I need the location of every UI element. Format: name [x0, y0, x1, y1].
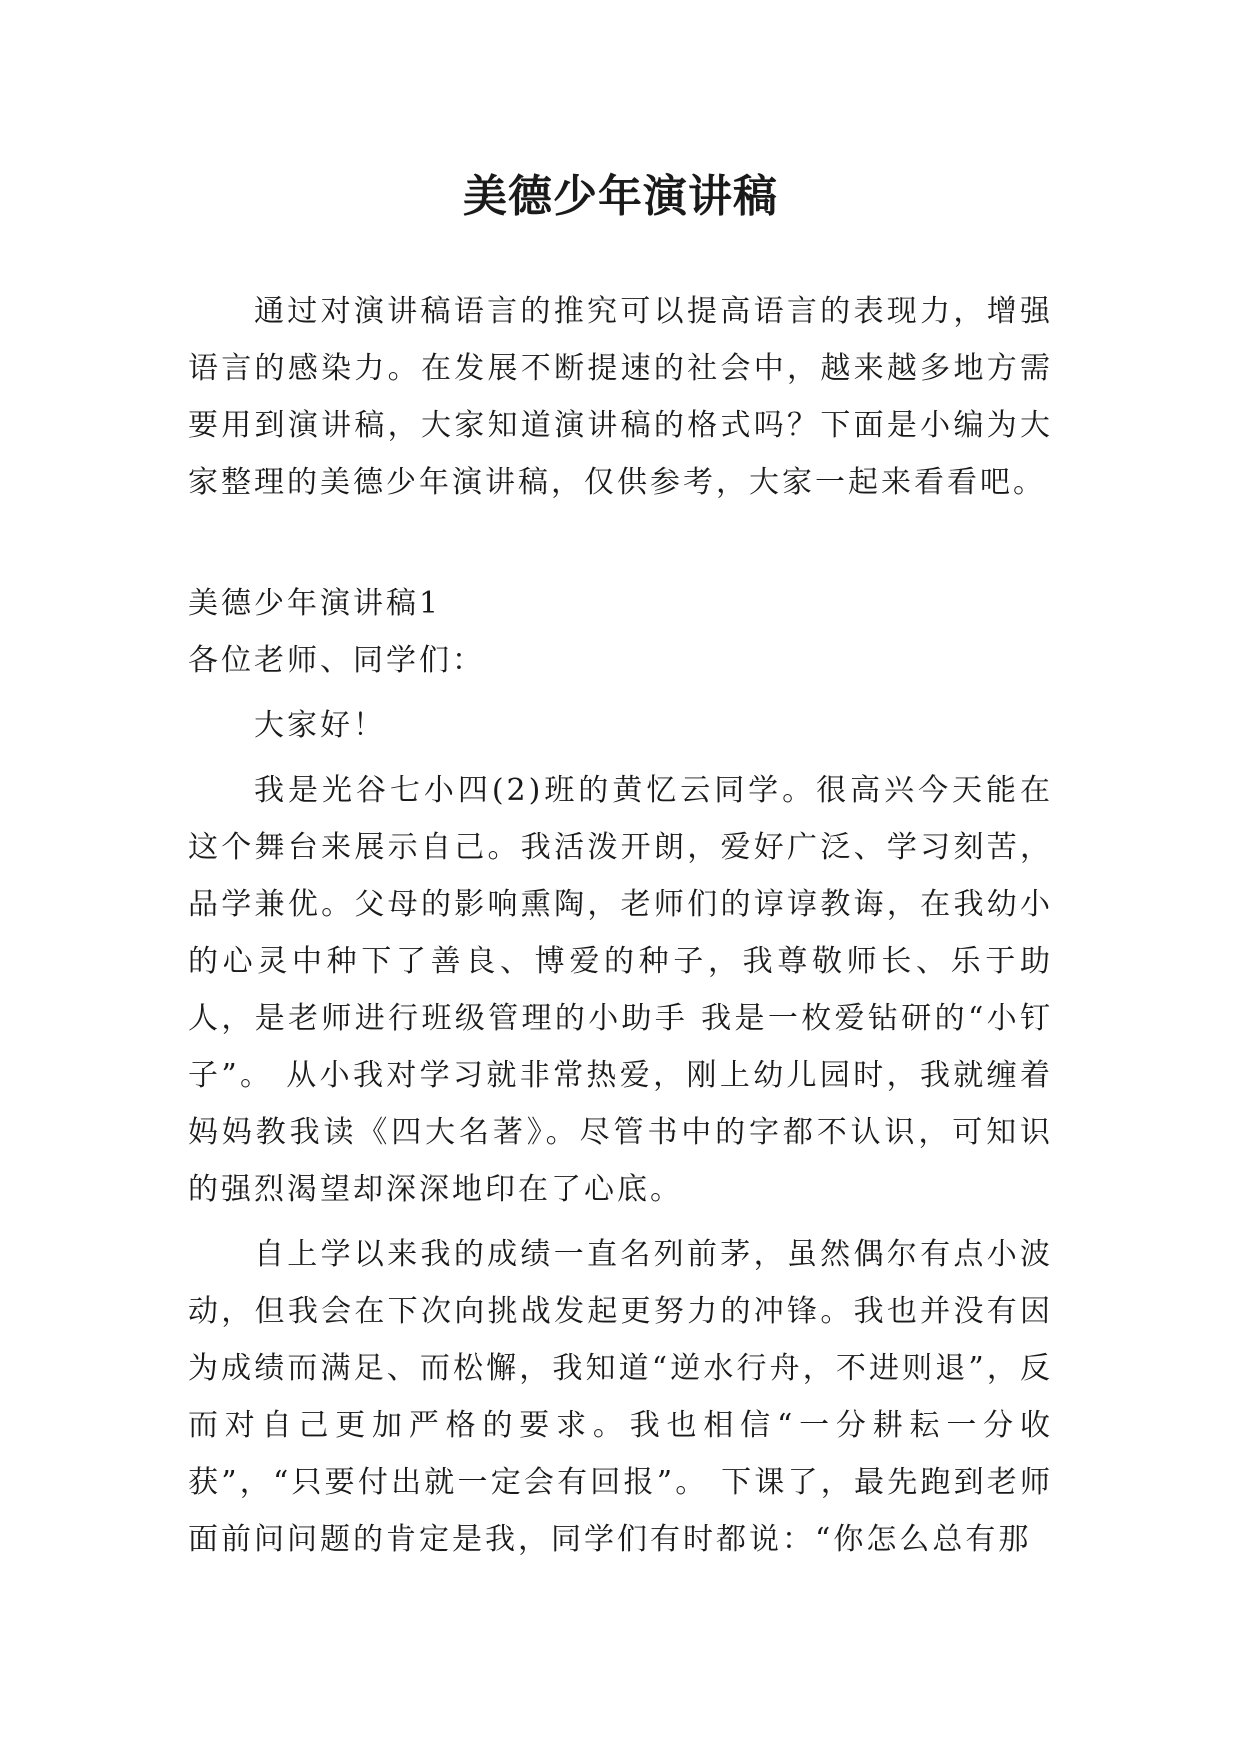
speech-paragraph-2: 自上学以来我的成绩一直名列前茅，虽然偶尔有点小波动，但我会在下次向挑战发起更努力的冲锋。我也并没有因为成绩而满足、而松懈，我知道“逆水行舟，不进则退”，反而对自己更加严格的要求。我也相信“一分耕耘一分收获”，“只要付出就一定会有回报”。 下课了，最先跑到老师面前问问题的肯定是我，同学们有时都说：“你怎么总有那 [188, 1237, 1053, 1557]
section-heading: 美德少年演讲稿1 [188, 586, 442, 621]
speech-section [188, 575, 1053, 1568]
greeting: 大家好！ [254, 708, 386, 743]
speech-paragraph-1: 我是光谷七小四(2)班的黄忆云同学。很高兴今天能在这个舞台来展示自己。我活泼开朗，爱好广泛、学习刻苦，品学兼优。父母的影响熏陶，老师们的谆谆教诲，在我幼小的心灵中种下了善良、博爱的种子，我尊敬师长、乐于助人，是老师进行班级管理的小助手 我是一枚爱钻研的“小钉子”。 从小我对学习就非常热爱，刚上幼儿园时，我就缠着妈妈教我读《四大名著》。尽管书中的字都不认识，可知识的强烈渴望却深深地印在了心底。 [188, 773, 1053, 1207]
salutation: 各位老师、同学们： [188, 643, 485, 678]
document-title: 美德少年演讲稿 [463, 171, 778, 222]
intro-block [188, 283, 1053, 511]
intro-paragraph: 通过对演讲稿语言的推究可以提高语言的表现力，增强语言的感染力。在发展不断提速的社会中，越来越多地方需要用到演讲稿，大家知道演讲稿的格式吗？下面是小编为大家整理的美德少年演讲稿，仅供参考，大家一起来看看吧。 [188, 294, 1053, 500]
